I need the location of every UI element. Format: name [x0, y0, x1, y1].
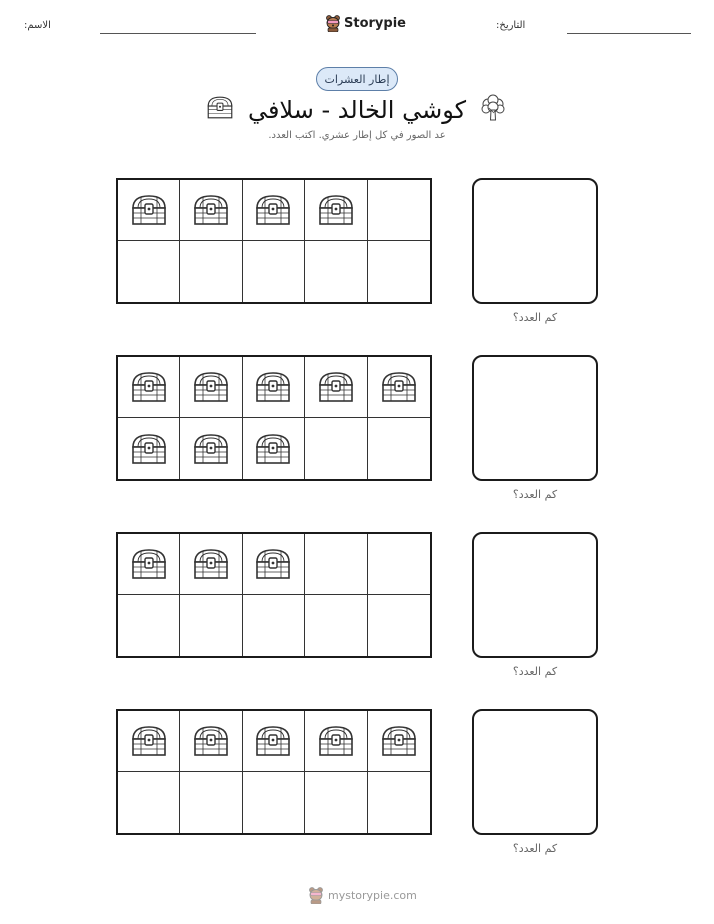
date-label: التاريخ: [496, 20, 526, 31]
count-question: كم العدد؟ [512, 842, 558, 855]
ten-frame [116, 355, 432, 481]
ten-frame-cell [368, 357, 430, 418]
ten-frame-cell [118, 241, 180, 302]
treasure-chest-icon [253, 547, 293, 581]
ten-frame-cell [118, 534, 180, 595]
ten-frame-cell [118, 357, 180, 418]
treasure-chest-icon [253, 193, 293, 227]
ten-frame-cell [243, 241, 305, 302]
ten-frame-cell [305, 357, 367, 418]
ten-frame-cell [305, 180, 367, 241]
treasure-chest-icon [191, 193, 231, 227]
treasure-chest-icon [129, 370, 169, 404]
answer-box[interactable] [472, 355, 598, 481]
name-line[interactable] [100, 33, 256, 34]
answer-box[interactable] [472, 709, 598, 835]
treasure-chest-icon [129, 193, 169, 227]
treasure-chest-icon [191, 370, 231, 404]
bear-mascot-icon [325, 14, 341, 32]
ten-frame-cell [368, 772, 430, 833]
count-question: كم العدد؟ [512, 311, 558, 324]
ten-frame-cell [243, 180, 305, 241]
treasure-chest-icon [253, 724, 293, 758]
brand-name: Storypie [344, 15, 406, 31]
ten-frame [116, 532, 432, 658]
tree-icon [480, 94, 506, 122]
treasure-chest-icon [191, 547, 231, 581]
ten-frame-cell [180, 180, 242, 241]
treasure-chest-icon [129, 432, 169, 466]
treasure-chest-icon [253, 432, 293, 466]
ten-frame-cell [180, 772, 242, 833]
treasure-chest-icon [205, 95, 235, 120]
worksheet-type-badge: إطار العشرات [316, 67, 398, 91]
ten-frame-cell [305, 711, 367, 772]
ten-frame-cell [118, 595, 180, 656]
answer-box[interactable] [472, 178, 598, 304]
ten-frame-cell [368, 534, 430, 595]
ten-frame-cell [368, 711, 430, 772]
ten-frame-cell [305, 241, 367, 302]
ten-frame-cell [368, 241, 430, 302]
ten-frame-cell [118, 180, 180, 241]
answer-box[interactable] [472, 532, 598, 658]
treasure-chest-icon [129, 724, 169, 758]
ten-frame-cell [243, 772, 305, 833]
ten-frame-cell [243, 534, 305, 595]
ten-frame-cell [243, 418, 305, 479]
treasure-chest-icon [316, 724, 356, 758]
ten-frame-cell [305, 595, 367, 656]
ten-frame-cell [305, 534, 367, 595]
page-title: كوشي الخالد - سلافي [247, 96, 467, 124]
treasure-chest-icon [191, 724, 231, 758]
instructions: عد الصور في كل إطار عشري. اكتب العدد. [268, 130, 446, 141]
count-question: كم العدد؟ [512, 488, 558, 501]
ten-frame [116, 709, 432, 835]
ten-frame-cell [368, 418, 430, 479]
footer [308, 884, 417, 906]
bear-mascot-icon [308, 886, 324, 904]
ten-frame-cell [180, 711, 242, 772]
brand-logo [325, 12, 406, 34]
treasure-chest-icon [379, 370, 419, 404]
ten-frame-cell [118, 772, 180, 833]
name-label: الاسم: [24, 20, 51, 31]
ten-frame-cell [243, 357, 305, 418]
ten-frame-cell [305, 772, 367, 833]
ten-frame-cell [118, 418, 180, 479]
ten-frame-cell [180, 418, 242, 479]
date-line[interactable] [567, 33, 691, 34]
treasure-chest-icon [191, 432, 231, 466]
treasure-chest-icon [316, 193, 356, 227]
ten-frame-cell [180, 595, 242, 656]
ten-frame-cell [180, 357, 242, 418]
footer-url: mystorypie.com [328, 888, 417, 902]
treasure-chest-icon [316, 370, 356, 404]
count-question: كم العدد؟ [512, 665, 558, 678]
ten-frame-cell [368, 595, 430, 656]
treasure-chest-icon [253, 370, 293, 404]
treasure-chest-icon [379, 724, 419, 758]
ten-frame-cell [180, 241, 242, 302]
ten-frame-cell [243, 595, 305, 656]
treasure-chest-icon [129, 547, 169, 581]
ten-frame-cell [368, 180, 430, 241]
ten-frame [116, 178, 432, 304]
ten-frame-cell [118, 711, 180, 772]
ten-frame-cell [305, 418, 367, 479]
ten-frame-cell [180, 534, 242, 595]
ten-frame-cell [243, 711, 305, 772]
